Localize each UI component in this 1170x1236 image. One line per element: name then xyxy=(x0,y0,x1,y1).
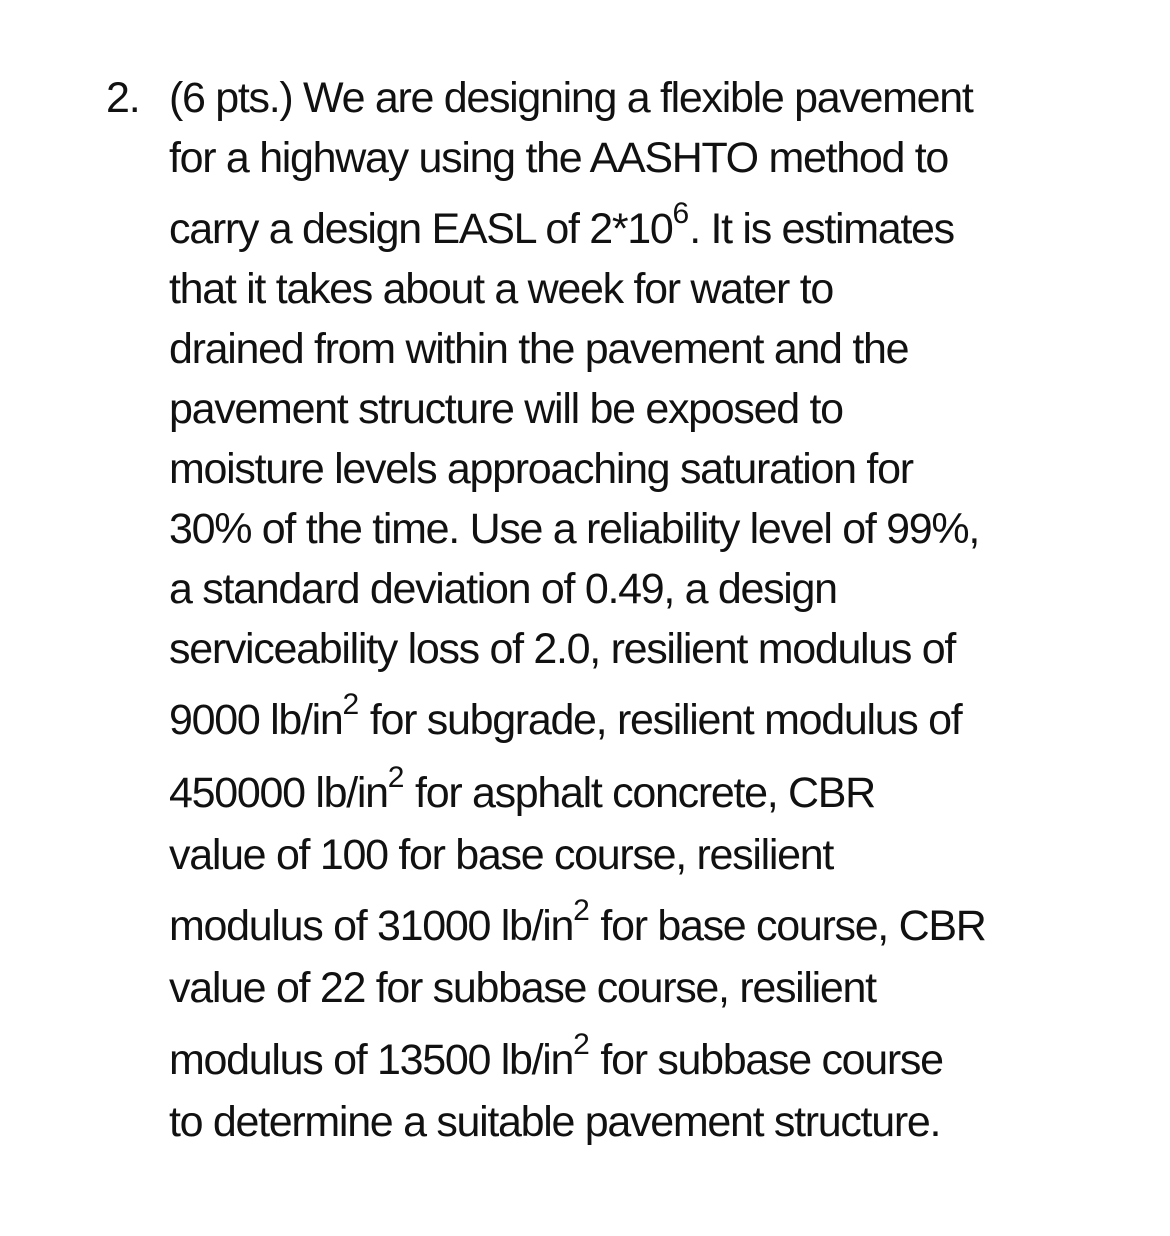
line-text: for subgrade, resilient modulus of xyxy=(359,696,962,744)
line-text: modulus of 13500 lb/in xyxy=(169,1036,574,1084)
exponent: 2 xyxy=(342,688,360,721)
question-line: value of 22 for subbase course, resilient xyxy=(169,964,876,1012)
question-line: moisture levels approaching saturation for xyxy=(169,445,913,493)
line-text: for base course, CBR xyxy=(589,902,986,950)
line-text: for asphalt concrete, CBR xyxy=(404,769,875,817)
question-line xyxy=(169,1030,943,1090)
question-line: drained from within the pavement and the xyxy=(169,325,909,373)
line-text: 450000 lb/in xyxy=(169,769,388,817)
question-line: 30% of the time. Use a reliability level of 99%, xyxy=(169,505,979,553)
exponent: 2 xyxy=(387,761,405,794)
question-line: for a highway using the AASHTO method to xyxy=(169,134,949,182)
question-line: pavement structure will be exposed to xyxy=(169,385,843,433)
line-text: modulus of 31000 lb/in xyxy=(169,902,574,950)
question-line xyxy=(169,199,954,259)
question-line xyxy=(169,690,961,750)
exponent: 2 xyxy=(573,1028,590,1061)
question-line: (6 pts.) We are designing a flexible pavement xyxy=(169,74,973,122)
line-text: . It is estimates xyxy=(689,205,954,253)
exponent: 6 xyxy=(672,197,690,230)
question-line: value of 100 for base course, resilient xyxy=(169,831,833,879)
line-text: carry a design EASL of 2*10 xyxy=(169,205,673,253)
question-line: serviceability loss of 2.0, resilient modulus of xyxy=(169,625,956,673)
question-line xyxy=(169,763,875,823)
question-line xyxy=(169,896,986,956)
question-line: a standard deviation of 0.49, a design xyxy=(169,565,837,613)
question-number: 2. xyxy=(106,74,140,122)
line-text: for subbase course xyxy=(589,1036,943,1084)
question-line: that it takes about a week for water to xyxy=(169,265,833,313)
question-line: to determine a suitable pavement structure. xyxy=(169,1098,941,1146)
line-text: 9000 lb/in xyxy=(169,696,343,744)
exponent: 2 xyxy=(573,894,590,927)
